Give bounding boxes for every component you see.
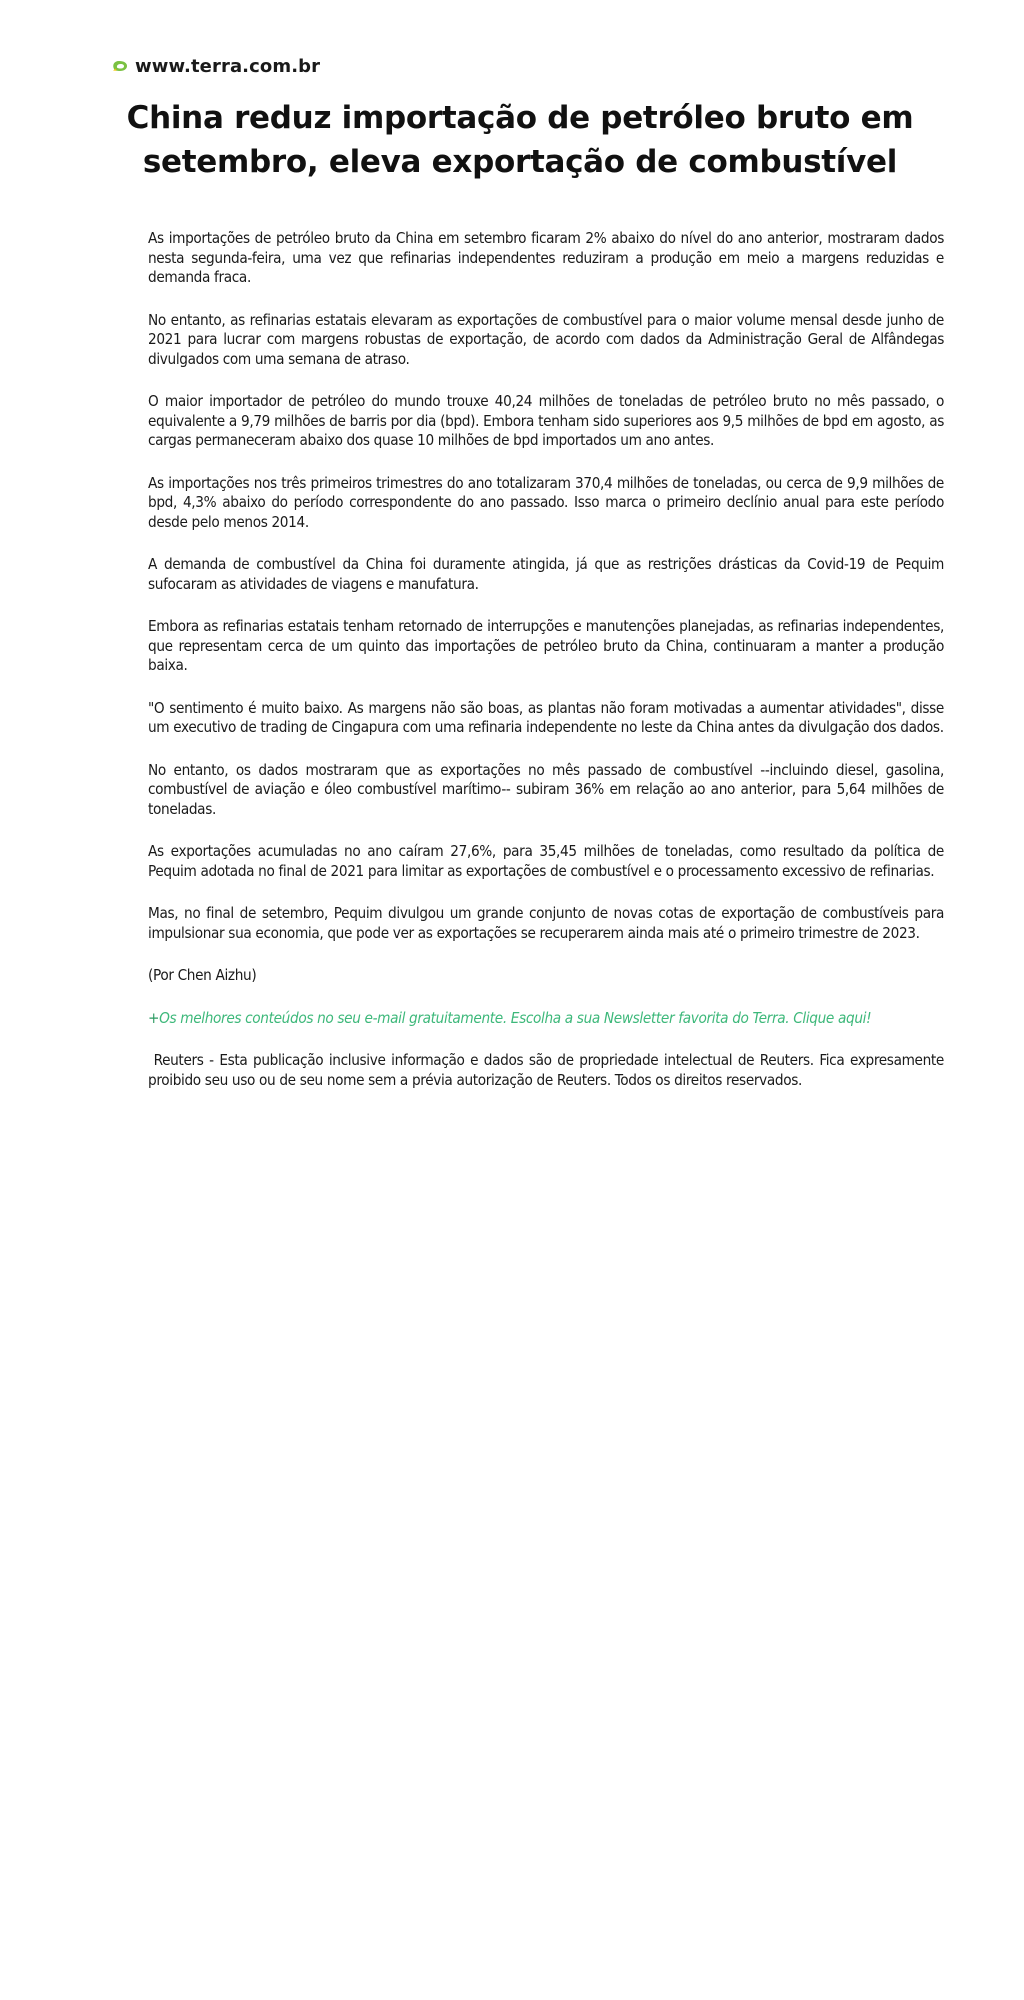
site-header — [111, 52, 320, 80]
copyright-notice: Reuters - Esta publicação inclusive informação e dados são de propriedade intelectual de Reuters. Fica expresamente proibido seu uso ou de seu nome sem a prévia autorização de Reuters. Todos os direitos reservados. — [148, 1051, 944, 1089]
site-url[interactable]: www.terra.com.br — [135, 55, 321, 77]
article-title: China reduz importação de petróleo bruto em setembro, eleva exportação de combustível — [126, 100, 914, 180]
newsletter-plus-icon: + — [148, 1008, 160, 1027]
article-paragraph: O maior importador de petróleo do mundo trouxe 40,24 milhões de toneladas de petróleo bruto no mês passado, o equivalente a 9,79 milhões de barris por dia (bpd). Embora tenham sido superiores aos 9,5 milhões de bpd em agosto, as cargas permaneceram abaixo dos quase 10 milhões de bpd importados um ano antes. — [148, 392, 944, 449]
author-credit: (Por Chen Aizhu) — [148, 966, 257, 984]
newsletter-promo — [148, 1009, 944, 1029]
article-paragraph: Mas, no final de setembro, Pequim divulgou um grande conjunto de novas cotas de exportação de combustíveis para impulsionar sua economia, que pode ver as exportações se recuperarem ainda mais até o primeiro trimestre de 2023. — [148, 904, 944, 942]
newsletter-link[interactable]: Os melhores conteúdos no seu e-mail gratuitamente. Escolha a sua Newsletter favorita do Terra. Clique aqui! — [159, 1008, 872, 1027]
article-paragraph: As importações de petróleo bruto da China em setembro ficaram 2% abaixo do nível do ano anterior, mostraram dados nesta segunda-feira, uma vez que refinarias independentes reduziram a produção em meio a margens reduzidas e demanda fraca. — [148, 229, 944, 286]
article-paragraph: As importações nos três primeiros trimestres do ano totalizaram 370,4 milhões de toneladas, ou cerca de 9,9 milhões de bpd, 4,3% abaixo do período correspondente do ano passado. Isso marca o primeiro declínio anual para este período desde pelo menos 2014. — [148, 473, 944, 531]
article-paragraph: No entanto, as refinarias estatais elevaram as exportações de combustível para o maior volume mensal desde junho de 2021 para lucrar com margens robustas de exportação, de acordo com dados da Administração Geral de Alfândegas divulgados com uma semana de atraso. — [148, 310, 944, 368]
article-paragraph: A demanda de combustível da China foi duramente atingida, já que as restrições drásticas da Covid-19 de Pequim sufocaram as atividades de viagens e manufatura. — [148, 555, 944, 593]
terra-logo-icon — [111, 58, 129, 74]
article-body — [148, 229, 944, 1113]
article-paragraph: As exportações acumuladas no ano caíram 27,6%, para 35,45 milhões de toneladas, como resultado da política de Pequim adotada no final de 2021 para limitar as exportações de combustível e o processamento excessivo de refinarias. — [148, 842, 944, 880]
article-paragraph: "O sentimento é muito baixo. As margens não são boas, as plantas não foram motivadas a aumentar atividades", disse um executivo de trading de Cingapura com uma refinaria independente no leste da China antes da divulgação dos dados. — [148, 698, 944, 736]
article-paragraph: Embora as refinarias estatais tenham retornado de interrupções e manutenções planejadas, as refinarias independentes, que representam cerca de um quinto das importações de petróleo bruto da China, continuaram a manter a produção baixa. — [148, 617, 944, 674]
article-paragraph: No entanto, os dados mostraram que as exportações no mês passado de combustível --incluindo diesel, gasolina, combustível de aviação e óleo combustível marítimo-- subiram 36% em relação ao ano anterior, para 5,64 milhões de toneladas. — [148, 760, 944, 818]
